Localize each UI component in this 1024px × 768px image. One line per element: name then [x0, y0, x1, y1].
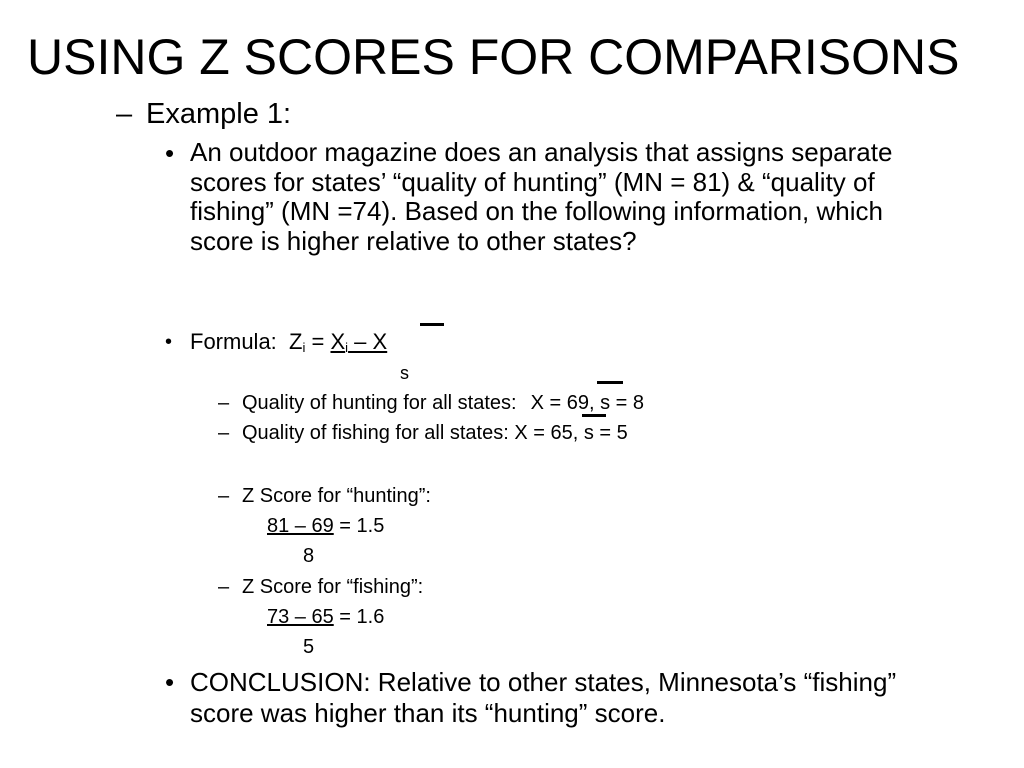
hunting-calc-numerator: 81 – 69	[267, 515, 334, 537]
fishing-calc-line	[267, 605, 384, 629]
fishing-stat-dash: –	[218, 422, 230, 444]
example-label: Example 1:	[146, 98, 292, 130]
slide-title: USING Z SCORES FOR COMPARISONS	[27, 29, 960, 85]
hunting-stat-line	[242, 391, 644, 415]
formula-numerator-subscript: i	[345, 340, 349, 355]
hunting-stat-prefix: Quality of hunting for all states:	[242, 392, 517, 414]
hunting-mean-symbol: X	[530, 392, 544, 414]
example-description: An outdoor magazine does an analysis that assigns separate scores for states’ “quality of hunting” (MN = 81) & “quality of fishing” (MN =74). Based on the following information, which score is higher relative to other states?	[190, 137, 893, 256]
fishing-calc-label: Z Score for “fishing”:	[242, 576, 424, 598]
description-bullet: •	[165, 138, 175, 168]
example-dash: –	[116, 98, 133, 130]
formula-numerator-x: X	[330, 329, 346, 354]
hunting-calc-label: Z Score for “hunting”:	[242, 485, 431, 507]
fishing-calc-numerator: 73 – 65	[267, 606, 334, 628]
fishing-calc-result: = 1.6	[339, 606, 385, 628]
formula-bullet: •	[165, 331, 173, 353]
conclusion-text: CONCLUSION: Relative to other states, Minnesota’s “fishing” score was higher than its “hunting” score.	[190, 667, 897, 728]
fishing-mean-symbol: X	[514, 422, 528, 444]
hunting-calc-dash: –	[218, 485, 230, 507]
hunting-calc-result: = 1.5	[339, 515, 385, 537]
hunting-mean-bar	[597, 381, 623, 384]
formula-line	[190, 329, 387, 355]
hunting-calc-denominator: 8	[303, 545, 315, 567]
fishing-mean-bar	[582, 414, 606, 417]
conclusion-bullet: •	[165, 667, 175, 697]
formula-equals: =	[311, 329, 325, 354]
formula-z-subscript: i	[302, 340, 306, 355]
hunting-stat-values: = 69, s = 8	[549, 392, 645, 414]
formula-z: Z	[289, 329, 303, 354]
formula-denominator: s	[400, 363, 409, 383]
fishing-stat-prefix: Quality of fishing for all states:	[242, 422, 509, 444]
fishing-stat-line	[242, 421, 628, 445]
fishing-calc-dash: –	[218, 576, 230, 598]
hunting-stat-dash: –	[218, 392, 230, 414]
formula-label: Formula:	[190, 329, 277, 354]
formula-numerator	[330, 329, 387, 354]
formula-mean-bar	[420, 323, 444, 326]
fishing-calc-denominator: 5	[303, 636, 315, 658]
formula-numerator-rest: – X	[348, 329, 388, 354]
fishing-stat-values: = 65, s = 5	[533, 422, 628, 444]
hunting-calc-line	[267, 514, 384, 538]
